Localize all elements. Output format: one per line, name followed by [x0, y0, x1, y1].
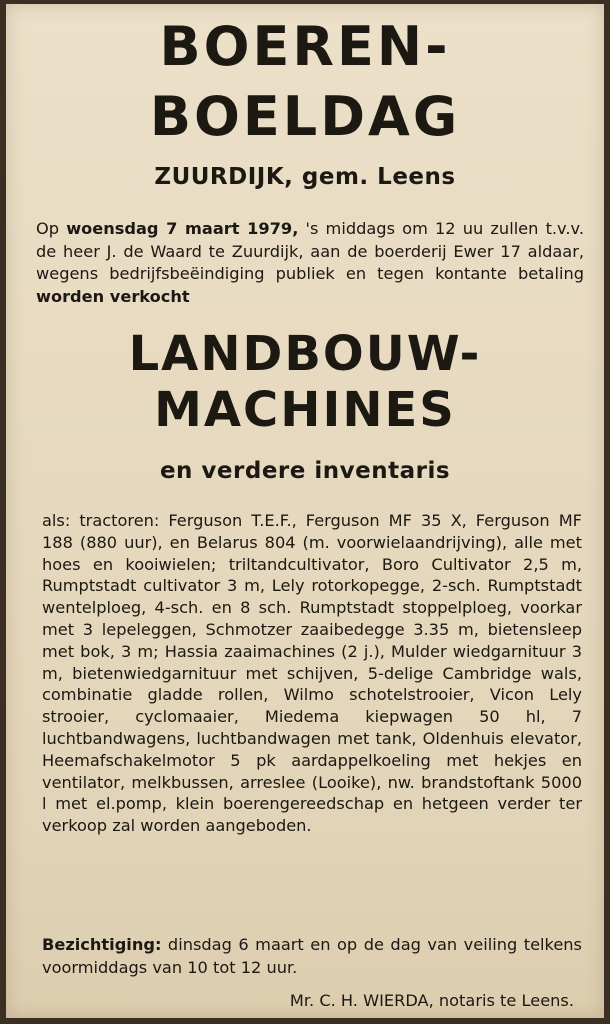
viewing-paragraph [42, 934, 582, 979]
headline-line-1: BOEREN- [159, 15, 451, 78]
auction-date: woensdag 7 maart 1979, [66, 219, 299, 238]
inventory-list: als: tractoren: Ferguson T.E.F., Ferguson MF 35 X, Ferguson MF 188 (880 uur), en Belarus 804 (m. voorwielaandrijving), alle met hoes en kooiwielen; triltandcultivator, Boro Cultivator 2,5 m, Rumptstadt cultivator 3 m, Lely rotorkopegge, 2-sch. Rumptstadt wentelploeg, 4-sch. en 8 sch. Rumptstadt stoppelploeg, voorkar met 3 lepeleggen, Schmotzer zaaibedegge 3.35 m, bietensleep met bok, 3 m; Hassia zaaimachines (2 j.), Mulder wiedgarnituur 3 m, bietenwiedgarnituur met schijven, 5-delige Cambridge wals, combinatie gladde rollen, Wilmo schotelstrooier, Vicon Lely strooier, cyclomaaier, Miedema kiepwagen 50 hl, 7 luchtbandwagens, luchtbandwagen met tank, Oldenhuis elevator, Heemafschakelmotor 5 pk aardappelkoeling met hekjes en ventilator, melkbussen, arreslee (Looike), nw. brandstoftank 5000 l met el.pomp, klein boerengereedschap en hetgeen verder ter verkoop zal worden aangeboden. [42, 511, 582, 836]
location-line: ZUURDIJK, gem. Leens [154, 164, 456, 190]
intro-text-2: 's middags om 12 uu zullen t.v.v. de heer J. de Waard te Zuurdijk, aan de boerderij Ewer 17 aldaar, wegens bedrijfsbeëindiging publiek en tegen kontante betaling [36, 219, 584, 283]
newspaper-clipping [6, 4, 604, 1018]
intro-paragraph [36, 218, 584, 308]
section-heading-line-2: MACHINES [154, 382, 456, 438]
viewing-label: Bezichtiging: [42, 935, 162, 954]
intro-sold: worden verkocht [36, 286, 190, 306]
section-subheading: en verdere inventaris [159, 458, 451, 484]
headline-line-2: BOELDAG [149, 85, 461, 148]
notary-signature: Mr. C. H. WIERDA, notaris te Leens. [289, 991, 574, 1010]
section-heading-line-1: LANDBOUW- [128, 326, 482, 382]
viewing-text: dinsdag 6 maart en op de dag van veiling telkens voormiddags van 10 tot 12 uur. [42, 935, 582, 977]
intro-text-1: Op [36, 219, 67, 238]
